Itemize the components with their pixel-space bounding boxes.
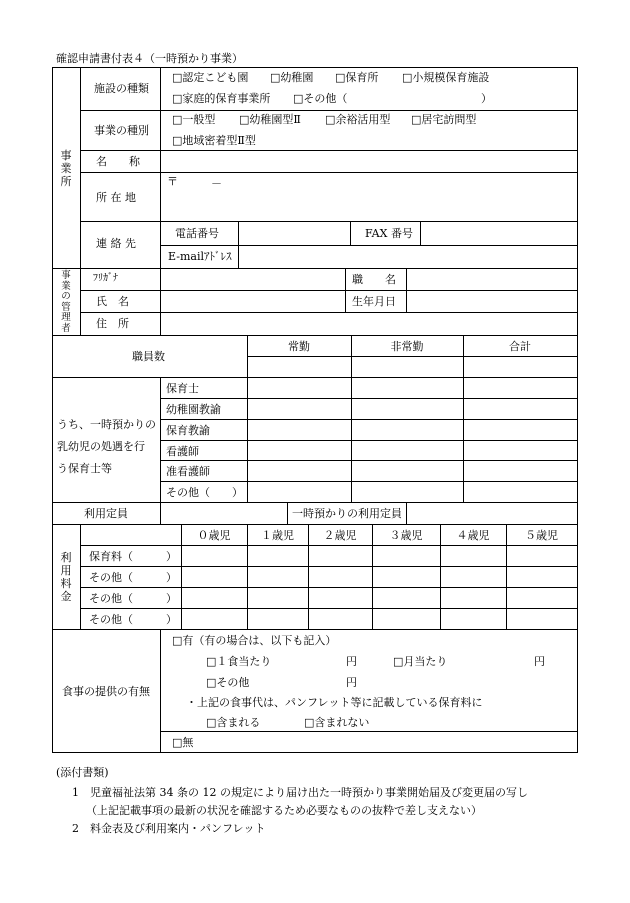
meal-per-meal-option[interactable]: □１食当たり [206,655,272,668]
office-name-label: 名 称 [96,155,140,168]
meal-included-option[interactable]: □含まれる [206,716,261,729]
fee-row-close: ） [166,613,177,626]
facility-option-nursery[interactable]: □保育所 [335,71,379,84]
meal-per-meal-yen: 円 [346,655,357,668]
age-0: ０歳児 [197,529,231,542]
meal-note: ・上記の食事代は、パンフレット等に記載している保育料に [186,696,483,709]
meal-no-option[interactable]: □無 [172,736,194,749]
temp-capacity-field[interactable] [409,505,573,521]
role-other: その他（ ） [166,486,243,499]
business-option-home-visit[interactable]: □居宅訪問型 [411,113,477,126]
fee-row-close: ） [166,592,177,605]
age-4: ４歳児 [456,529,490,542]
facility-option-home-based[interactable]: □家庭的保育事業所 [172,92,271,105]
attachment-num-1: 1 [72,786,79,799]
fee-row-close: ） [166,550,177,563]
fax-label: FAX 番号 [365,227,413,240]
fee-row-childcare: 保育料（ [89,550,133,563]
age-3: ３歳児 [389,529,423,542]
staff-count-label: 職員数 [132,350,165,363]
meal-not-included-option[interactable]: □含まれない [304,716,370,729]
meal-per-month-option[interactable]: □月当たり [393,655,448,668]
temp-capacity-label: 一時預かりの利用定員 [292,507,402,520]
attachments-heading: (添付書類) [56,766,109,779]
meal-other-yen: 円 [346,676,357,689]
business-type-label: 事業の種別 [94,124,149,137]
facility-option-other[interactable]: □その他（ [293,92,348,105]
office-address-label: 所 在 地 [96,191,136,204]
age-1: １歳児 [261,529,294,542]
facility-option-certified[interactable]: □認定こども園 [172,71,249,84]
header-parttime: 非常勤 [390,340,424,353]
manager-address-field[interactable] [163,315,573,332]
position-label: 職 名 [352,273,396,286]
role-kindergarten-teacher: 幼稚園教諭 [166,403,221,416]
furigana-field[interactable] [163,271,343,288]
meal-other-option[interactable]: □その他 [206,676,250,689]
fee-row-other-1: その他（ [89,571,133,584]
facility-type-label: 施設の種類 [94,82,149,95]
office-section-label: 事 業 所 [60,149,72,188]
facility-other-close: ） [481,92,492,105]
manager-name-label: 氏 名 [96,295,129,308]
role-nurse: 看護師 [166,445,199,458]
office-name-field[interactable] [163,158,573,170]
contact-label: 連 絡 先 [96,237,136,250]
facility-option-small-nursery[interactable]: □小規模保育施設 [402,71,490,84]
role-assistant-nurse: 准看護師 [166,465,210,478]
business-option-general[interactable]: □一般型 [172,113,216,126]
office-address-field[interactable] [163,190,573,218]
meal-label: 食事の提供の有無 [62,685,150,698]
phone-label: 電話番号 [175,227,219,240]
manager-name-field[interactable] [163,293,343,310]
role-childcare-teacher: 保育教諭 [166,424,210,437]
business-option-community[interactable]: □地域密着型Ⅱ型 [172,134,256,147]
facility-option-kindergarten[interactable]: □幼稚園 [270,71,314,84]
attachment-num-2: 2 [72,822,79,835]
header-total: 合計 [509,340,531,353]
attachment-text-1-note: （上記記載事項の最新の状況を確認するため必要なものの抜粋で差し支えない） [86,804,482,817]
fee-row-other-2: その他（ [89,592,133,605]
meal-yes-option[interactable]: □有（有の場合は、以下も記入） [172,634,337,647]
header-fulltime: 常勤 [288,340,310,353]
business-option-spare-capacity[interactable]: □余裕活用型 [325,113,391,126]
manager-address-label: 住 所 [96,317,129,330]
staff-group-label: うち、一時預かりの 乳幼児の処遇を行 う保育士等 [57,418,156,475]
capacity-label: 利用定員 [84,507,128,520]
postal-dash: － [211,177,222,190]
email-field[interactable] [241,248,573,266]
fee-row-other-3: その他（ [89,613,133,626]
fax-field[interactable] [423,224,573,242]
email-label: E-mailｱﾄﾞﾚｽ [168,250,232,263]
phone-field[interactable] [241,224,346,242]
age-2: ２歳児 [323,529,357,542]
form-title: 確認申請書付表４（一時預かり事業） [56,52,243,65]
postal-mark: 〒 [167,175,178,188]
business-option-kindergarten-2[interactable]: □幼稚園型Ⅱ [239,113,301,126]
meal-per-month-yen: 円 [534,655,545,668]
capacity-field[interactable] [163,505,283,521]
furigana-label: ﾌﾘｶﾞﾅ [93,273,118,284]
birthdate-label: 生年月日 [352,295,396,308]
manager-section-label: 事 業 の 管 理 者 [61,270,71,334]
role-nursery-teacher: 保育士 [166,382,199,395]
attachment-text-1: 児童福祉法第 34 条の 12 の規定により届け出た一時預かり事業開始届及び変更届の写し [90,786,528,799]
age-5: ５歳児 [525,529,558,542]
fee-row-close: ） [166,571,177,584]
attachment-text-2: 料金表及び利用案内・パンフレット [90,822,266,835]
fees-section-label: 利 用 料 金 [60,551,72,603]
